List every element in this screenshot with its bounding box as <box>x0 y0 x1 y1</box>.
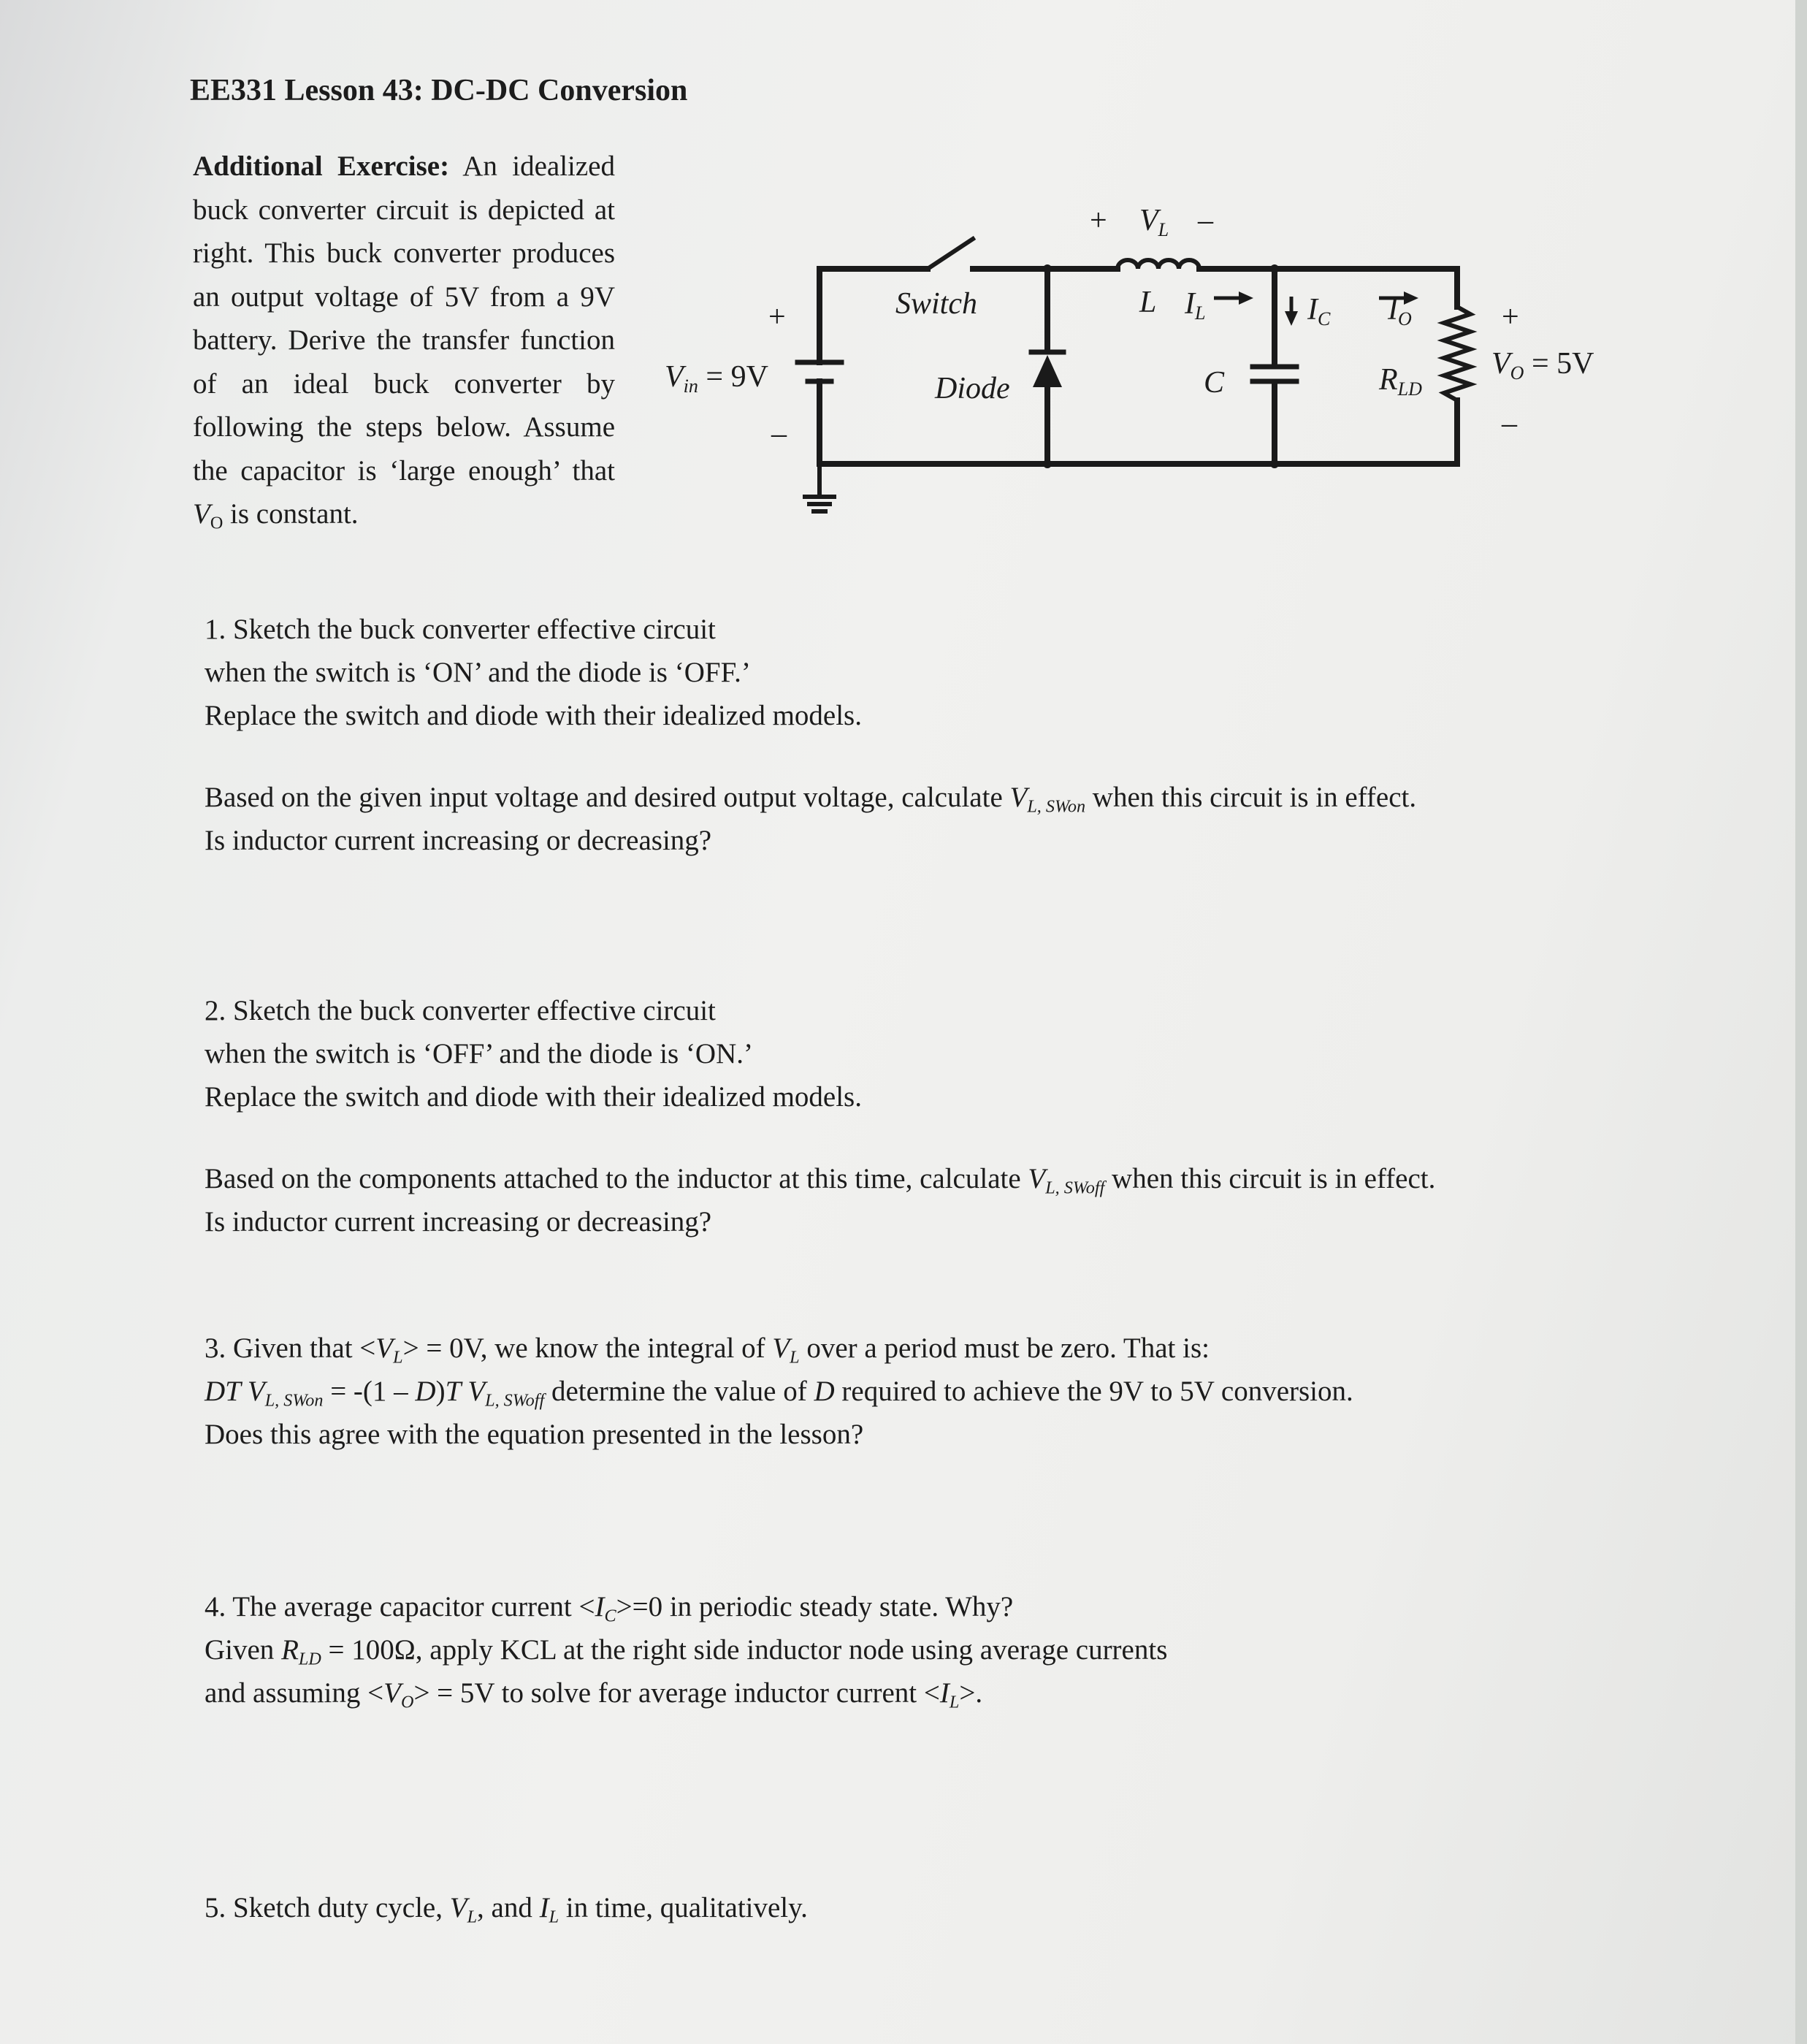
q2-calc-line <box>205 1157 1435 1200</box>
q3-l1-sub: L <box>393 1347 403 1368</box>
q1-line-2: when the switch is ‘ON’ and the diode is ‘OFF.’ <box>205 657 751 688</box>
q2-calc-post: when this circuit is in effect. <box>1104 1163 1436 1194</box>
il-arrow-head <box>1239 291 1253 305</box>
il-sub: L <box>1195 302 1206 324</box>
buck-converter-diagram <box>635 190 1673 541</box>
question-2-calc <box>205 1157 1435 1243</box>
vo-minus: – <box>1502 407 1517 441</box>
q4-l1-a: 4. The average capacitor current < <box>205 1591 595 1622</box>
q1-calc-sub: L, SWon <box>1027 796 1086 817</box>
vl-minus: – <box>1198 204 1213 237</box>
rld-label <box>1379 362 1422 400</box>
junction-dot <box>1270 459 1279 468</box>
q4-l2-a: Given <box>205 1634 282 1666</box>
q2-line-5: Is inductor current increasing or decreasing? <box>205 1206 712 1238</box>
q4-line-1 <box>205 1585 1167 1628</box>
vin-value: = 9V <box>698 360 768 394</box>
q3-l2-sub-2: L, SWoff <box>485 1390 545 1411</box>
q4-l3-a: and assuming < <box>205 1677 384 1709</box>
q4-l1-symbol: I <box>595 1591 605 1622</box>
q5-symbol-2: I <box>539 1892 549 1923</box>
q3-l1-c: over a period must be zero. That is: <box>799 1332 1210 1364</box>
q2-line-2: when the switch is ‘OFF’ and the diode is ‘ON.’ <box>205 1038 753 1069</box>
q2-calc-symbol: V <box>1028 1163 1046 1194</box>
intro-lead: Additional Exercise: <box>193 150 450 182</box>
q3-l1-sub-2: L <box>790 1347 800 1368</box>
io-label <box>1388 292 1412 327</box>
vin-plus: + <box>768 300 786 334</box>
q1-line-5: Is inductor current increasing or decreasing? <box>205 825 712 856</box>
io-sub: O <box>1398 308 1412 329</box>
vl-label <box>1139 203 1169 238</box>
q3-l2-end: required to achieve the 9V to 5V conversion. <box>834 1376 1353 1407</box>
q3-l2-paren: ) <box>435 1376 446 1407</box>
io-symbol: I <box>1388 293 1398 327</box>
intro-vo-sub: O <box>210 513 224 533</box>
q3-l2-d: D <box>415 1376 436 1407</box>
inductor-coil <box>1118 260 1199 269</box>
q3-l1-symbol: V <box>375 1332 394 1364</box>
vl-plus: + <box>1090 204 1107 237</box>
intro-paragraph <box>193 145 615 536</box>
il-symbol: I <box>1185 287 1195 321</box>
q2-calc-sub: L, SWoff <box>1045 1178 1105 1198</box>
capacitor-label: C <box>1204 366 1225 400</box>
intro-vo-symbol: V <box>193 498 210 530</box>
vo-sub: O <box>1510 362 1524 384</box>
vin-sub: in <box>683 375 698 397</box>
question-4 <box>205 1585 1167 1715</box>
vin-minus: – <box>771 417 787 451</box>
question-1-calc <box>205 776 1416 862</box>
ic-symbol: I <box>1307 293 1318 327</box>
q3-line-2 <box>205 1370 1353 1413</box>
page-title: EE331 Lesson 43: DC-DC Conversion <box>190 74 688 107</box>
question-3 <box>205 1327 1353 1456</box>
wire-top-left <box>820 269 928 276</box>
q1-calc-line <box>205 776 1416 819</box>
ic-label <box>1307 292 1330 327</box>
q5-b: , and <box>477 1892 540 1923</box>
vin-label <box>665 359 768 397</box>
q5-symbol-1: V <box>449 1892 467 1923</box>
q3-l2-post: determine the value of <box>544 1376 814 1407</box>
q4-l3-sub-2: L <box>949 1692 960 1712</box>
intro-body-end: is constant. <box>223 498 359 530</box>
page-edge <box>1795 0 1807 2044</box>
ic-sub: C <box>1318 308 1331 329</box>
q3-l1-a: 3. Given that < <box>205 1332 376 1364</box>
ic-arrow-head <box>1285 311 1298 326</box>
vo-value: = 5V <box>1524 347 1594 381</box>
q3-l2-t: T V <box>445 1376 486 1407</box>
q4-l2-symbol: R <box>281 1634 299 1666</box>
junction-dot <box>1043 459 1052 468</box>
q1-line-3: Replace the switch and diode with their idealized models. <box>205 700 862 731</box>
q5-a: 5. Sketch duty cycle, <box>205 1892 450 1923</box>
vo-label <box>1491 346 1594 384</box>
q4-l3-b: > = 5V to solve for average inductor current < <box>413 1677 940 1709</box>
q3-line-3: Does this agree with the equation presented in the lesson? <box>205 1419 864 1450</box>
vin-symbol: V <box>665 360 684 394</box>
q3-l2-dt: DT V <box>205 1376 265 1407</box>
q3-l2-d-2: D <box>814 1376 835 1407</box>
resistor-zigzag <box>1444 307 1470 400</box>
q4-l2-sub: LD <box>298 1649 321 1669</box>
q3-line-1 <box>205 1327 1353 1370</box>
q1-line-1: 1. Sketch the buck converter effective circuit <box>205 614 716 645</box>
rld-sub: LD <box>1397 378 1422 400</box>
q5-line <box>205 1886 808 1929</box>
q4-l3-symbol: V <box>383 1677 401 1709</box>
q1-calc-post: when this circuit is in effect. <box>1085 782 1417 813</box>
q1-calc-pre: Based on the given input voltage and desired output voltage, calculate <box>205 782 1010 813</box>
q3-l2-eq: = -(1 – <box>323 1376 416 1407</box>
rld-symbol: R <box>1379 363 1398 397</box>
q2-line-3: Replace the switch and diode with their idealized models. <box>205 1081 862 1113</box>
junction-dot <box>1270 264 1279 273</box>
q3-l1-symbol-2: V <box>772 1332 790 1364</box>
diode-triangle <box>1033 355 1062 387</box>
inductor-label: L <box>1139 286 1157 319</box>
q4-l3-symbol-2: I <box>939 1677 950 1709</box>
switch-blade <box>928 239 973 269</box>
q2-line-1: 2. Sketch the buck converter effective circuit <box>205 995 716 1026</box>
switch-label: Switch <box>895 287 977 321</box>
question-5 <box>205 1886 808 1929</box>
q3-l2-sub-1: L, SWon <box>264 1390 324 1411</box>
q5-c: in time, qualitatively. <box>559 1892 808 1923</box>
question-1 <box>205 608 862 737</box>
q5-sub-1: L <box>467 1907 478 1927</box>
q5-sub-2: L <box>549 1907 559 1927</box>
diode-label: Diode <box>935 372 1010 405</box>
intro-body: An idealized buck converter circuit is depicted at right. This buck converter produces an output voltage of 5V from a 9V battery. Derive the transfer function of an ideal buck converter by following the steps below. Assume the capacitor is ‘large enough’ that <box>193 150 615 487</box>
q4-line-2 <box>205 1628 1167 1671</box>
q4-l3-c: >. <box>959 1677 983 1709</box>
vo-plus: + <box>1502 300 1519 334</box>
q4-l1-sub: C <box>604 1606 616 1626</box>
junction-dot <box>1043 264 1052 273</box>
q1-calc-symbol: V <box>1009 782 1028 813</box>
vl-sub: L <box>1158 218 1169 240</box>
q4-l2-b: = 100Ω, apply KCL at the right side inductor node using average currents <box>321 1634 1168 1666</box>
q4-l3-sub: O <box>400 1692 414 1712</box>
q3-l1-b: > = 0V, we know the integral of <box>402 1332 773 1364</box>
vl-symbol: V <box>1139 204 1158 237</box>
question-2 <box>205 989 862 1118</box>
q2-calc-pre: Based on the components attached to the inductor at this time, calculate <box>205 1163 1028 1194</box>
il-label <box>1185 286 1206 324</box>
q4-l1-b: >=0 in periodic steady state. Why? <box>616 1591 1014 1622</box>
vo-symbol: V <box>1491 347 1510 381</box>
q4-line-3 <box>205 1671 1167 1715</box>
